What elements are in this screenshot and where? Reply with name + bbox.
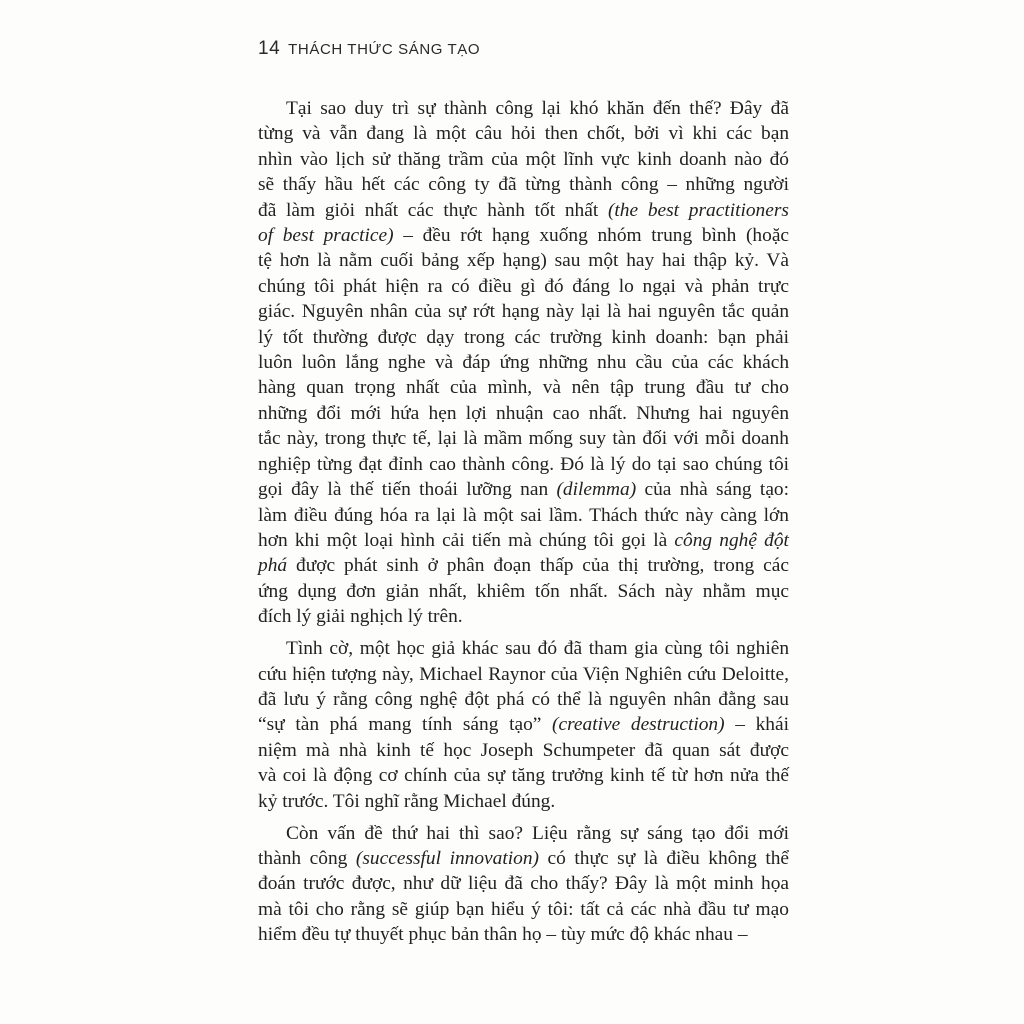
body-text [258, 96, 789, 948]
text-run: đoán trước được, như dữ liệu đã cho thấy? Đây là một minh họa [258, 873, 790, 895]
text-run: giác. Nguyên nhân của sự rớt hạng này lại là hai nguyên tắc quản [258, 301, 790, 323]
text-run: hiểm đều tự thuyết phục bản thân họ – tùy mức độ khác nhau – [258, 924, 748, 946]
text-run: hơn khi một loại hình cải tiến mà chúng tôi gọi là [258, 529, 675, 551]
text-line [258, 922, 789, 947]
text-run: mà tôi cho rằng sẽ giúp bạn hiểu ý tôi: tất cả các nhà đầu tư mạo [258, 898, 789, 920]
text-run: Tại sao duy trì sự thành công lại khó khăn đến thế? Đây đã [286, 98, 789, 119]
italic-term: (dilemma) [556, 479, 637, 501]
text-line [258, 223, 789, 248]
text-run: – khái [724, 714, 789, 736]
text-run: nghiệp từng đạt đỉnh cao thành công. Đó là lý do tại sao chúng tôi [258, 453, 790, 475]
text-run: đã lưu ý rằng công nghệ đột phá có thể là nguyên nhân đằng sau [258, 688, 789, 710]
text-line [258, 579, 789, 604]
running-header [258, 38, 480, 60]
text-run: làm điều đúng hóa ra lại là một sai lầm. Thách thức này càng lớn [258, 504, 789, 526]
text-line [258, 897, 789, 922]
italic-term: phá [258, 555, 288, 577]
text-run: Tình cờ, một học giả khác sau đó đã tham gia cùng tôi nghiên [286, 638, 790, 660]
text-line [258, 846, 789, 871]
text-run: từng và vẫn đang là một câu hỏi then chốt, bởi vì khi các bạn [258, 123, 790, 145]
page-number: 14 [258, 38, 281, 59]
paragraph [258, 636, 789, 814]
text-line [258, 712, 789, 737]
text-run: những đổi mới hứa hẹn lợi nhuận cao nhất. Nhưng hai nguyên [258, 402, 790, 424]
text-run: Còn vấn đề thứ hai thì sao? Liệu rằng sự sáng tạo đổi mới [286, 822, 789, 844]
text-run: thành công [258, 847, 356, 869]
text-run: và coi là động cơ chính của sự tăng trưởng kinh tế từ hơn nửa thế [258, 765, 790, 787]
text-run: ứng dụng đơn giản nhất, khiêm tốn nhất. Sách này nhằm mục [258, 580, 790, 602]
text-line [258, 662, 789, 687]
text-run: tệ hơn là nằm cuối bảng xếp hạng) sau một hay hai thập kỷ. Và [258, 250, 789, 272]
text-run: kỷ trước. Tôi nghĩ rằng Michael đúng. [258, 790, 556, 812]
text-line [258, 426, 789, 451]
text-run: hàng quan trọng nhất của mình, và nên tập trung đầu tư cho [258, 377, 789, 399]
text-run: lý tốt thường được dạy trong các trường kinh doanh: bạn phải [258, 326, 790, 348]
text-run: nhìn vào lịch sử thăng trầm của một lĩnh vực kinh doanh nào đó [258, 148, 789, 170]
text-line [258, 96, 789, 121]
text-run: có thực sự là điều không thể [538, 847, 790, 869]
text-line [258, 738, 789, 763]
text-line [258, 325, 789, 350]
text-line [258, 789, 789, 814]
text-line [258, 147, 789, 172]
text-line [258, 198, 789, 223]
italic-term: (creative destruction) [552, 714, 725, 736]
text-run: của nhà sáng tạo: [636, 479, 790, 501]
text-line [258, 821, 789, 846]
text-run: sẽ thấy hầu hết các công ty đã từng thành công – những người [258, 174, 789, 196]
text-line [258, 401, 789, 426]
text-line [258, 528, 789, 553]
text-run: niệm mà nhà kinh tế học Joseph Schumpeter đã quan sát được [258, 739, 789, 761]
text-line [258, 248, 789, 273]
text-line [258, 553, 789, 578]
paragraph [258, 821, 789, 948]
running-title: THÁCH THỨC SÁNG TẠO [288, 41, 481, 58]
italic-term: of best practice) [258, 225, 394, 247]
text-line [258, 687, 789, 712]
italic-term: (successful innovation) [355, 847, 539, 869]
text-line [258, 604, 789, 629]
text-run: chúng tôi phát hiện ra có điều gì đó đáng lo ngại và phản trực [258, 275, 790, 297]
text-run: gọi đây là thế tiến thoái lưỡng nan [258, 479, 557, 501]
text-line [258, 871, 789, 896]
text-line [258, 121, 789, 146]
text-line [258, 274, 789, 299]
paragraph [258, 96, 789, 630]
text-line [258, 452, 789, 477]
text-line [258, 477, 789, 502]
italic-term: công nghệ đột [674, 529, 789, 551]
italic-term: (the best practitioners [607, 199, 789, 221]
text-run: đã làm giỏi nhất các thực hành tốt nhất [258, 199, 608, 221]
text-run: – đều rớt hạng xuống nhóm trung bình (hoặc [393, 225, 790, 247]
text-run: được phát sinh ở phân đoạn thấp của thị trường, trong các [287, 555, 789, 577]
text-line [258, 350, 789, 375]
text-run: tắc này, trong thực tế, lại là mầm mống suy tàn đối với mỗi doanh [258, 428, 789, 450]
text-run: đích lý giải nghịch lý trên. [258, 606, 463, 628]
text-line [258, 503, 789, 528]
text-line [258, 636, 789, 661]
text-run: cứu hiện tượng này, Michael Raynor của Viện Nghiên cứu Deloitte, [258, 663, 790, 685]
text-run: “sự tàn phá mang tính sáng tạo” [258, 714, 553, 736]
text-line [258, 763, 789, 788]
text-line [258, 299, 789, 324]
text-run: luôn luôn lắng nghe và đáp ứng những nhu cầu của các khách [258, 352, 790, 374]
text-line [258, 172, 789, 197]
text-line [258, 375, 789, 400]
